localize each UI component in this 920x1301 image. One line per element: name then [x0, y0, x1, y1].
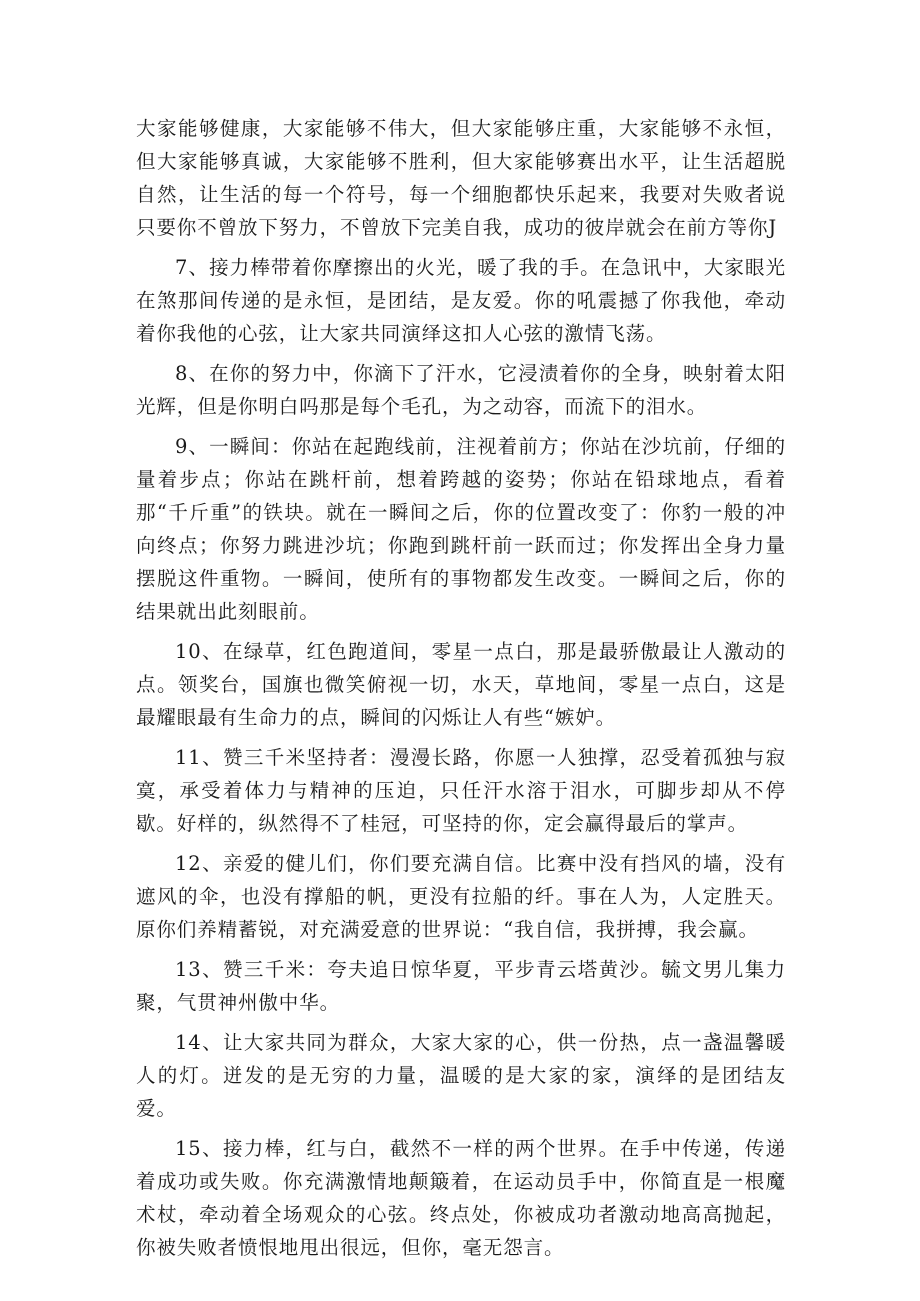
- paragraph-12: 12、亲爱的健儿们，你们要充满自信。比赛中没有挡风的墙，没有遮风的伞，也没有撑船的帆，更没有拉船的纤。事在人为，人定胜天。原你们养精蓄锐，对充满爱意的世界说：“我自信，我拼搏，我会赢。: [136, 852, 786, 941]
- paragraph-11: 11、赞三千米坚持者：漫漫长路，你愿一人独撑，忍受着孤独与寂寞，承受着体力与精神的压迫，只任汗水溶于泪水，可脚步却从不停歇。好样的，纵然得不了桂冠，可坚持的你，定会赢得最后的掌声。: [136, 746, 786, 835]
- paragraph-10: 10、在绿草，红色跑道间，零星一点白，那是最骄傲最让人激动的点。领奖台，国旗也微笑俯视一切，水天，草地间，零星一点白，这是最耀眼最有生命力的点，瞬间的闪烁让人有些“嫉妒。: [136, 640, 786, 729]
- paragraph-9: 9、一瞬间：你站在起跑线前，注视着前方；你站在沙坑前，仔细的量着步点；你站在跳杆前，想着跨越的姿势；你站在铅球地点，看着那“千斤重”的铁块。就在一瞬间之后，你的位置改变了：你豹一般的冲向终点；你努力跳进沙坑；你跑到跳杆前一跃而过；你发挥出全身力量摆脱这件重物。一瞬间，使所有的事物都发生改变。一瞬间之后，你的结果就出此刻眼前。: [136, 435, 786, 623]
- paragraph-8: 8、在你的努力中，你滴下了汗水，它浸渍着你的全身，映射着太阳光辉，但是你明白吗那是每个毛孔，为之动容，而流下的泪水。: [136, 362, 786, 418]
- paragraph-15: 15、接力棒，红与白，截然不一样的两个世界。在手中传递，传递着成功或失败。你充满激情地颠簸着，在运动员手中，你简直是一根魔术杖，牵动着全场观众的心弦。终点处，你被成功者激动地高高抛起，你被失败者愤恨地甩出很远，但你，毫无怨言。: [136, 1137, 786, 1259]
- document-page: [136, 112, 786, 1271]
- paragraph-13: 13、赞三千米：夸夫追日惊华夏，平步青云塔黄沙。毓文男儿集力聚，气贯神州傲中华。: [136, 958, 786, 1014]
- paragraph-continued: 大家能够健康，大家能够不伟大，但大家能够庄重，大家能够不永恒，但大家能够真诚，大家能够不胜利，但大家能够赛出水平，让生活超脱自然，让生活的每一个符号，每一个细胞都快乐起来，我要对失败者说只要你不曾放下努力，不曾放下完美自我，成功的彼岸就会在前方等你J: [136, 117, 786, 239]
- paragraph-7: 7、接力棒带着你摩擦出的火光，暖了我的手。在急讯中，大家眼光在煞那间传递的是永恒，是团结，是友爱。你的吼震撼了你我他，牵动着你我他的心弦，让大家共同演绎这扣人心弦的激情飞荡。: [136, 256, 786, 345]
- paragraph-14: 14、让大家共同为群众，大家大家的心，供一份热，点一盏温馨暖人的灯。迸发的是无穷的力量，温暖的是大家的家，演绎的是团结友爱。: [136, 1031, 786, 1120]
